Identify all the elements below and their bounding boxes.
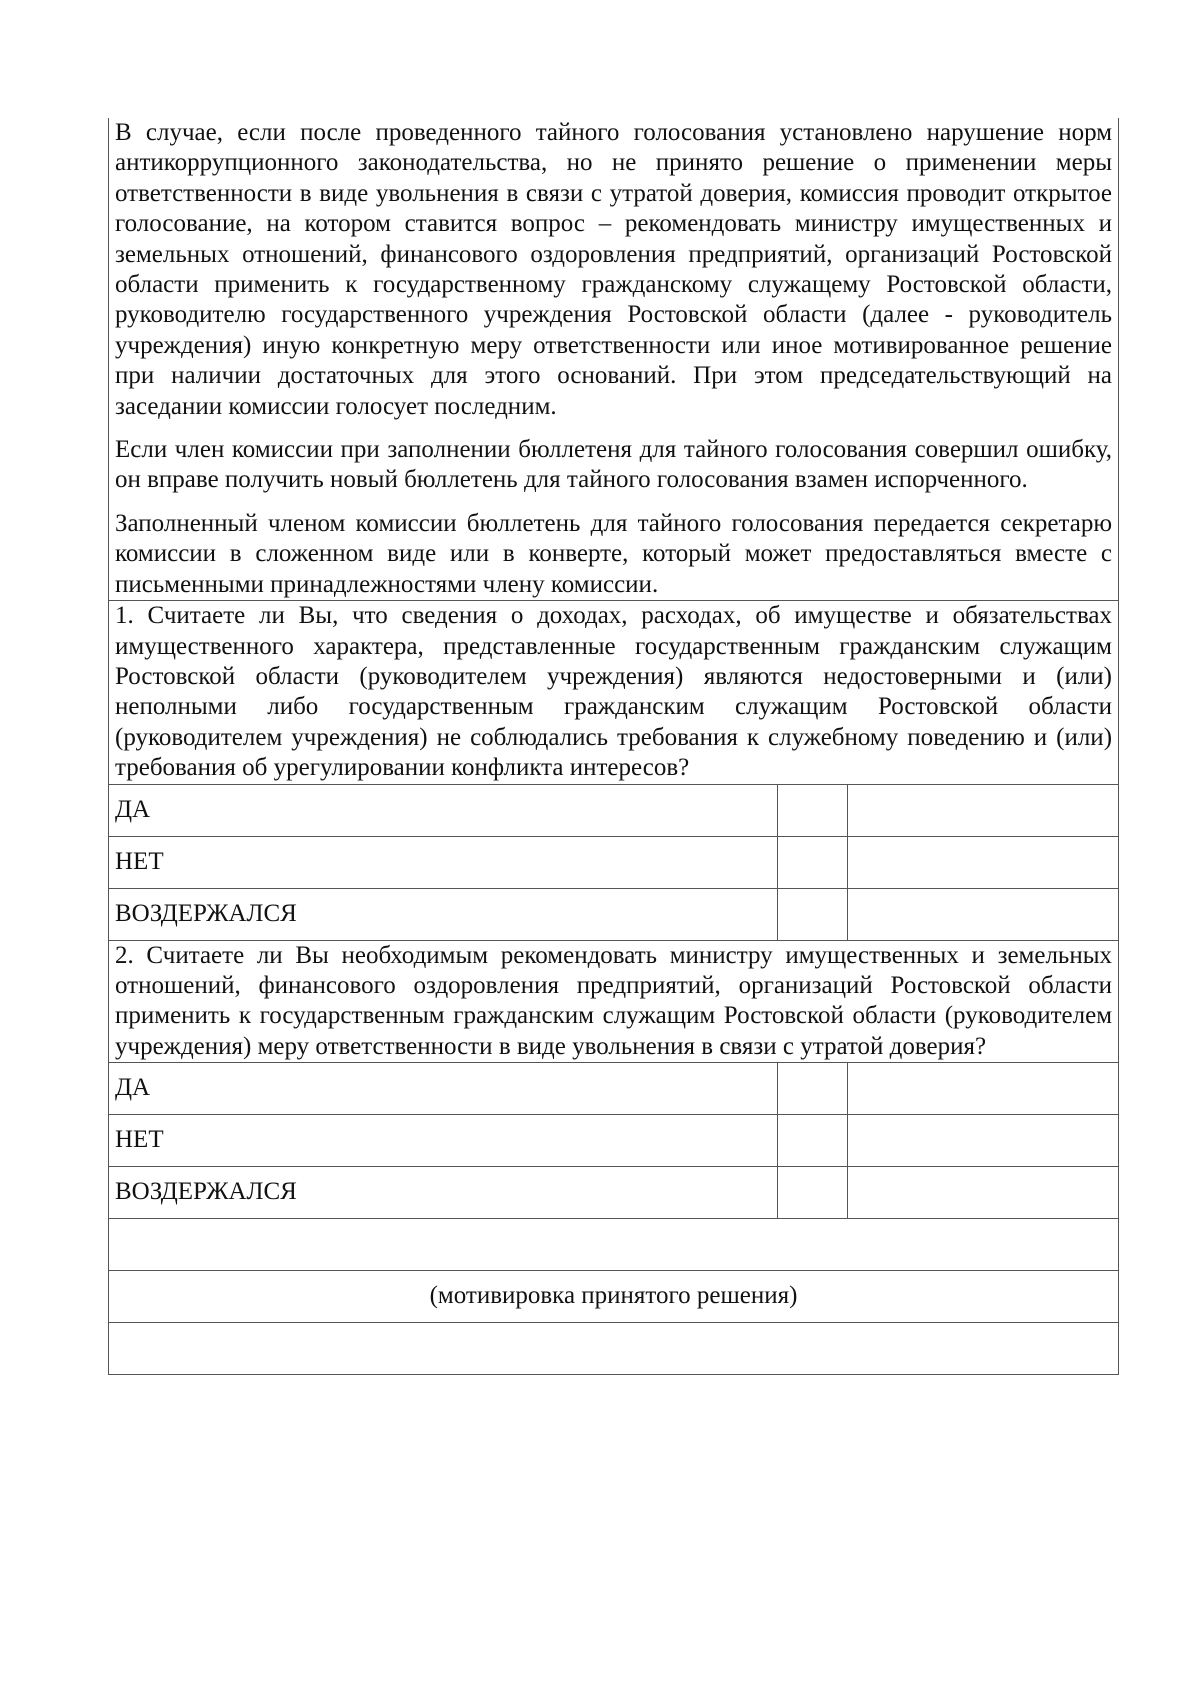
motivation-caption: (мотивировка принятого решения) [109, 1271, 1119, 1323]
option-label: ВОЗДЕРЖАЛСЯ [109, 1167, 778, 1219]
q2-abstain-extra-cell [848, 1167, 1119, 1219]
q1-option-abstain [109, 888, 1119, 940]
question-1-row [109, 601, 1119, 784]
option-label: НЕТ [109, 1115, 778, 1167]
motivation-input-row [109, 1219, 1119, 1271]
question-2-text [109, 940, 1119, 1063]
option-label: ДА [109, 1063, 778, 1115]
trailing-blank-row [109, 1323, 1119, 1375]
q1-abstain-mark-box[interactable] [778, 888, 848, 940]
intro-row [109, 118, 1119, 601]
question-2-label: 2. Считаете ли Вы необходимым рекомендовать министру имущественных и земельных отношений, финансового оздоровления предприятий, организаций Ростовской области применить к государственным гражданским служащим Ростовской области (руководителем учреждения) меру ответственности в виде увольнения в связи с утратой доверия? [115, 941, 1113, 1060]
intro-paragraph-2: Если член комиссии при заполнении бюллетеня для тайного голосования совершил ошибку, он вправе получить новый бюллетень для тайного голосования взамен испорченного. [115, 436, 1113, 494]
q2-option-yes [109, 1063, 1119, 1115]
q2-option-abstain [109, 1167, 1119, 1219]
ballot-page [108, 118, 1118, 1375]
question-1-label: 1. Считаете ли Вы, что сведения о доходах, расходах, об имуществе и обязательствах имущественного характера, представленные государственным гражданским служащим Ростовской области (руководителем учреждения) являются недостоверными и (или) неполными либо государственным гражданским служащим Ростовской области (руководителем учреждения) не соблюдались требования к служебному поведению и (или) требования об урегулировании конфликта интересов? [115, 602, 1113, 782]
q1-no-extra-cell [848, 836, 1119, 888]
q1-option-no [109, 836, 1119, 888]
option-label: ДА [109, 784, 778, 836]
q2-abstain-mark-box[interactable] [778, 1167, 848, 1219]
motivation-input-cell[interactable] [109, 1219, 1119, 1271]
q2-no-mark-box[interactable] [778, 1115, 848, 1167]
q2-option-no [109, 1115, 1119, 1167]
q2-no-extra-cell [848, 1115, 1119, 1167]
q1-option-yes [109, 784, 1119, 836]
motivation-caption-row [109, 1271, 1119, 1323]
q2-yes-mark-box[interactable] [778, 1063, 848, 1115]
trailing-blank-cell[interactable] [109, 1323, 1119, 1375]
q1-no-mark-box[interactable] [778, 836, 848, 888]
q2-yes-extra-cell [848, 1063, 1119, 1115]
question-1-text [109, 601, 1119, 784]
q1-abstain-extra-cell [848, 888, 1119, 940]
question-2-row [109, 940, 1119, 1063]
option-label: НЕТ [109, 836, 778, 888]
q1-yes-mark-box[interactable] [778, 784, 848, 836]
intro-paragraph-3: Заполненный членом комиссии бюллетень для тайного голосования передается секретарю комиссии в сложенном виде или в конверте, который может предоставляться вместе с письменными принадлежностями члену комиссии. [115, 509, 1113, 598]
intro-cell [109, 118, 1119, 601]
intro-paragraph-1: В случае, если после проведенного тайного голосования установлено нарушение норм антикоррупционного законодательства, но не принято решение о применении меры ответственности в виде увольнения в связи с утратой доверия, комиссия проводит открытое голосование, на котором ставится вопрос – рекомендовать министру имущественных и земельных отношений, финансового оздоровления предприятий, организаций Ростовской области применить к государственному гражданскому служащему Ростовской области, руководителю государственного учреждения Ростовской области (далее - руководитель учреждения) иную конкретную меру ответственности или иное мотивированное решение при наличии достаточных для этого оснований. При этом председательствующий на заседании комиссии голосует последним. [115, 119, 1113, 420]
q1-yes-extra-cell [848, 784, 1119, 836]
ballot-table [108, 118, 1119, 1375]
option-label: ВОЗДЕРЖАЛСЯ [109, 888, 778, 940]
